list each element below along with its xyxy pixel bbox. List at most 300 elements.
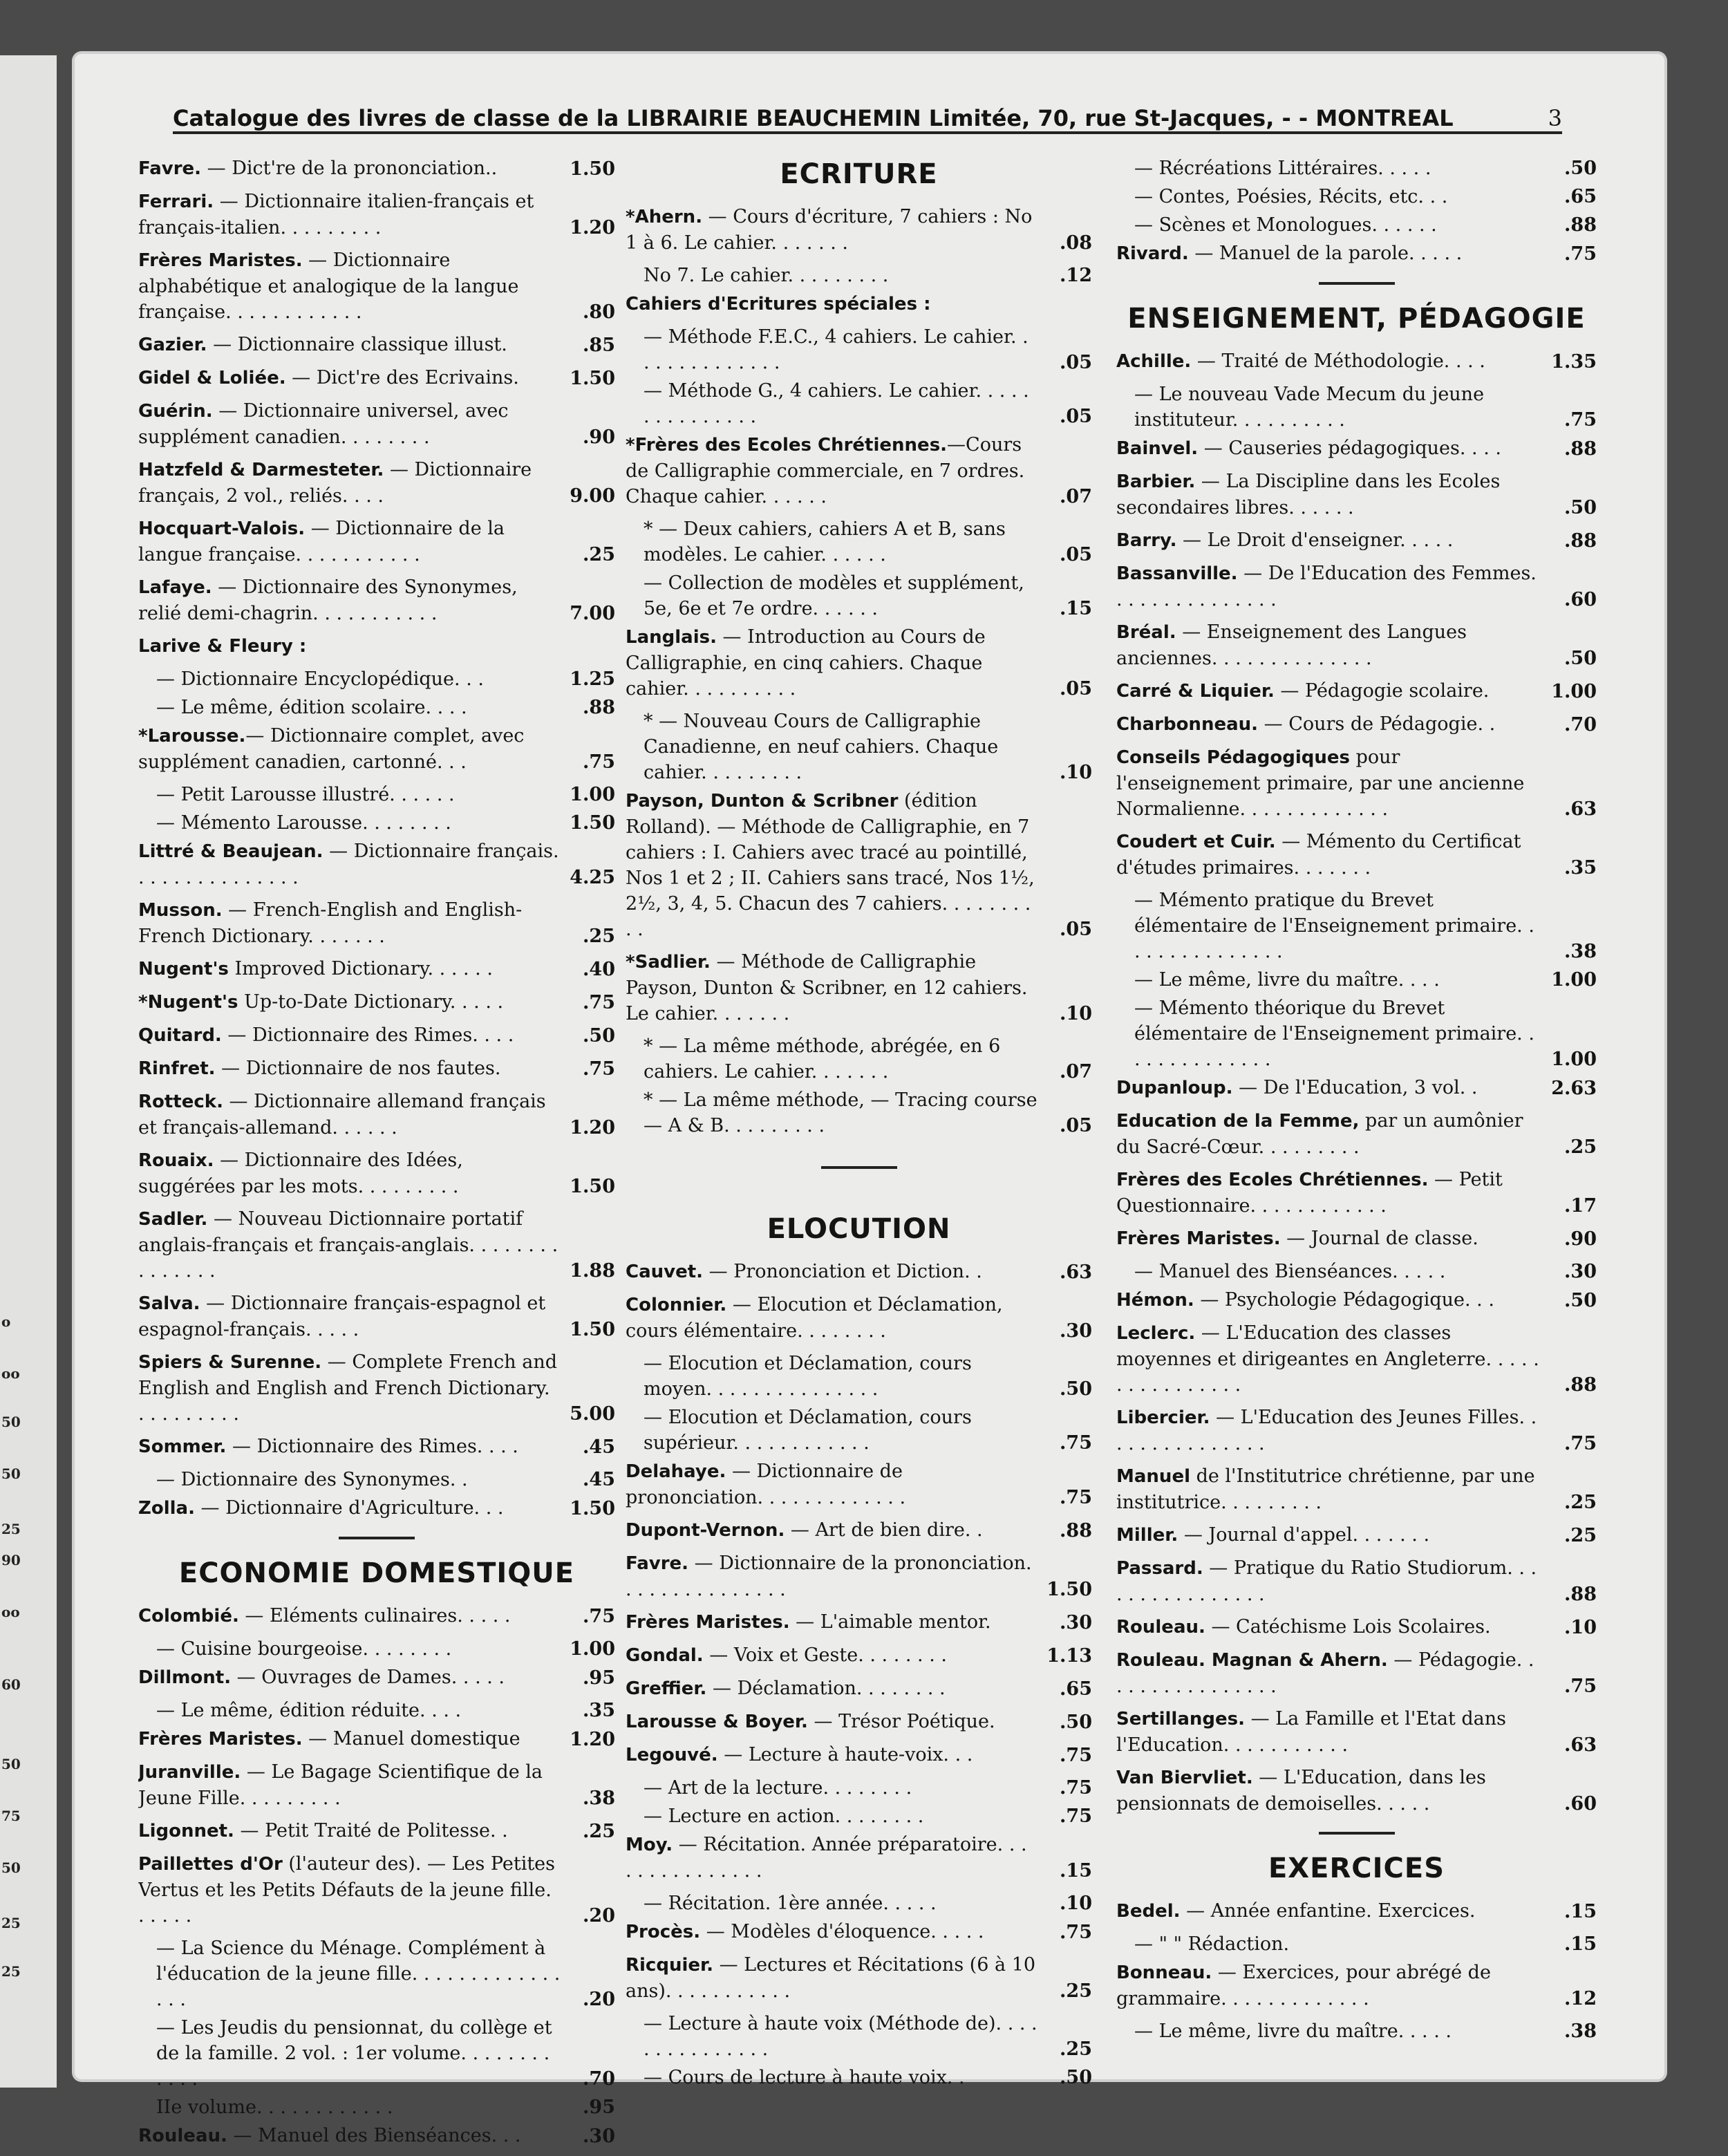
entry-description bbox=[1116, 1960, 1543, 2012]
entry-description bbox=[138, 1022, 561, 1049]
catalogue-entry bbox=[138, 516, 615, 568]
entry-title: — " " Rédaction. bbox=[1134, 1933, 1290, 1955]
catalogue-entry bbox=[138, 633, 615, 659]
entry-title: — Dictionnaire universel, avec supplément canadien. . . . . . . . bbox=[138, 400, 509, 448]
entry-description bbox=[1116, 1287, 1543, 1313]
entry-author: *Larousse. bbox=[138, 726, 246, 747]
entry-author: Rotteck. bbox=[138, 1091, 223, 1112]
entry-price: 5.00 bbox=[570, 1403, 615, 1425]
entry-price: .88 bbox=[1564, 438, 1597, 460]
catalogue-entry bbox=[138, 574, 615, 626]
catalogue-entry bbox=[1116, 1898, 1597, 1924]
entry-title: — La Famille et l'Etat dans l'Education. . . . . . . . . . . bbox=[1116, 1708, 1507, 1756]
entry-title: — Causeries pédagogiques. . . . bbox=[1198, 438, 1501, 459]
catalogue-entry bbox=[1116, 527, 1597, 554]
entry-author: Coudert et Cuir. bbox=[1116, 832, 1276, 852]
entry-description bbox=[1116, 711, 1543, 738]
entry-title: — Exercices, pour abrégé de grammaire. . . . . . . . . . . . . bbox=[1116, 1962, 1491, 2009]
entry-description bbox=[644, 1891, 1038, 1916]
entry-price: .45 bbox=[583, 1469, 615, 1490]
catalogue-entry bbox=[626, 204, 1092, 256]
entry-description bbox=[644, 378, 1038, 429]
entry-price: .50 bbox=[1060, 1712, 1092, 1733]
entry-description bbox=[138, 398, 561, 450]
entry-description bbox=[644, 263, 1038, 288]
entry-author: Manuel bbox=[1116, 1466, 1190, 1487]
entry-description bbox=[138, 1726, 561, 1752]
catalogue-entry bbox=[138, 1665, 615, 1691]
entry-author: *Ahern. bbox=[626, 207, 703, 227]
entry-author: Leclerc. bbox=[1116, 1323, 1196, 1344]
entry-title: — Prononciation et Diction. . bbox=[703, 1261, 982, 1282]
catalogue-entry bbox=[626, 1550, 1092, 1602]
section-divider bbox=[1319, 282, 1395, 285]
catalogue-entry bbox=[138, 189, 615, 241]
catalogue-entry bbox=[1116, 1108, 1597, 1160]
catalogue-entry bbox=[626, 263, 1092, 288]
entry-price: .25 bbox=[1564, 1525, 1597, 1546]
entry-description bbox=[138, 332, 561, 358]
entry-price: .15 bbox=[1564, 1901, 1597, 1922]
entry-price: 9.00 bbox=[570, 485, 615, 507]
economie-list bbox=[138, 1603, 615, 2149]
entry-title: — Le même, édition réduite. . . . bbox=[156, 1700, 462, 1721]
catalogue-entry bbox=[1116, 1706, 1597, 1758]
section-divider bbox=[339, 1537, 415, 1539]
catalogue-entry bbox=[138, 1726, 615, 1752]
entry-price: .15 bbox=[1060, 598, 1092, 619]
entry-author: Passard. bbox=[1116, 1558, 1203, 1579]
entry-title: — L'Education des classes moyennes et dirigeantes en Angleterre. . . . . . . . . . . . . . . . bbox=[1116, 1322, 1539, 1396]
catalogue-entry bbox=[626, 788, 1092, 942]
entry-author: Littré & Beaujean. bbox=[138, 841, 323, 862]
catalogue-entry bbox=[626, 1891, 1092, 1916]
column-2 bbox=[626, 156, 1092, 2093]
entry-author: Education de la Femme, bbox=[1116, 1111, 1360, 1132]
catalogue-entry bbox=[626, 1405, 1092, 1456]
entry-title: — Récréations Littéraires. . . . . bbox=[1134, 158, 1431, 179]
entry-author: Gondal. bbox=[626, 1645, 704, 1666]
entry-author: Zolla. bbox=[138, 1498, 195, 1519]
entry-price: 1.20 bbox=[570, 217, 615, 238]
entry-author: Bedel. bbox=[1116, 1901, 1181, 1922]
entry-price: .17 bbox=[1564, 1195, 1597, 1217]
entry-title: — Art de bien dire. . bbox=[785, 1519, 983, 1541]
entry-price: .50 bbox=[583, 1025, 615, 1047]
entry-title: pour l'enseignement primaire, par une ancienne Normalienne. . . . . . . . . . . . . bbox=[1116, 747, 1525, 820]
column-3 bbox=[1116, 156, 1597, 2047]
entry-description bbox=[626, 1550, 1038, 1602]
entry-author: Favre. bbox=[138, 158, 202, 179]
catalogue-entry bbox=[1116, 619, 1597, 671]
entry-description bbox=[1116, 1075, 1543, 1101]
entry-title: — De l'Education, 3 vol. . bbox=[1232, 1077, 1478, 1098]
dictionnaires-list bbox=[138, 156, 615, 1521]
entry-price: .25 bbox=[583, 926, 615, 947]
entry-title: — Le même, livre du maître. . . . . bbox=[1134, 2021, 1452, 2042]
entry-title: — Dictionnaire d'Agriculture. . . bbox=[194, 1497, 504, 1519]
entry-description bbox=[138, 1603, 561, 1629]
catalogue-entry bbox=[138, 1147, 615, 1199]
section-title-enseignement: ENSEIGNEMENT, PÉDAGOGIE bbox=[1127, 303, 1586, 335]
entry-title: — Nouveau Dictionnaire portatif anglais-français et français-anglais. . . . . . . . . . . . . . . bbox=[138, 1208, 558, 1282]
entry-description bbox=[138, 1851, 561, 1929]
entry-title: — Manuel des Bienséances. . . . . bbox=[1134, 1261, 1446, 1282]
catalogue-entry bbox=[138, 2094, 615, 2120]
entry-description bbox=[138, 1759, 561, 1811]
entry-price: .25 bbox=[583, 544, 615, 565]
entry-title: — Journal d'appel. . . . . . . bbox=[1178, 1524, 1430, 1546]
entry-title: —Cours de Calligraphie commerciale, en 7 ordres. Chaque cahier. . . . . . bbox=[626, 434, 1025, 507]
entry-title: — Le Bagage Scientifique de la Jeune Fille. . . . . . . . . bbox=[138, 1761, 543, 1809]
entry-description bbox=[644, 1803, 1038, 1829]
entry-price: 1.88 bbox=[570, 1260, 615, 1282]
entry-price: .95 bbox=[583, 2097, 615, 2118]
entry-price: .12 bbox=[1060, 265, 1092, 286]
entry-description bbox=[138, 989, 561, 1015]
catalogue-entry bbox=[1116, 469, 1597, 521]
entry-author: Nugent's bbox=[138, 959, 229, 979]
margin-number: 50 bbox=[1, 1465, 21, 1482]
entry-price: 1.50 bbox=[570, 368, 615, 389]
entry-author: Quitard. bbox=[138, 1025, 222, 1046]
entry-description bbox=[138, 457, 561, 509]
entry-description bbox=[626, 1609, 1038, 1635]
entry-description bbox=[156, 666, 561, 692]
entry-price: 1.50 bbox=[570, 1498, 615, 1519]
entry-description bbox=[1116, 1226, 1543, 1252]
entry-price: .90 bbox=[1564, 1228, 1597, 1250]
entry-price: .75 bbox=[1060, 1487, 1092, 1508]
entry-title: — Dictionnaire de la prononciation. . . . . . . . . . . . . . . bbox=[626, 1553, 1032, 1600]
entry-author: Ligonnet. bbox=[138, 1821, 234, 1841]
entry-price: .15 bbox=[1564, 1933, 1597, 1955]
entry-price: .50 bbox=[1060, 2067, 1092, 2088]
entry-price: .30 bbox=[1060, 1612, 1092, 1633]
entry-title: — Le même, édition scolaire. . . . bbox=[156, 697, 467, 718]
catalogue-entry bbox=[1116, 711, 1597, 738]
entry-description bbox=[626, 1952, 1038, 2004]
catalogue-entry bbox=[1116, 1463, 1597, 1515]
entry-description bbox=[138, 1349, 561, 1427]
entry-price: .07 bbox=[1060, 486, 1092, 507]
catalogue-entry bbox=[1116, 1320, 1597, 1398]
entry-author: Gazier. bbox=[138, 335, 207, 355]
entry-description bbox=[138, 574, 561, 626]
entry-title: — Journal de classe. bbox=[1280, 1228, 1478, 1249]
entry-author: Legouvé. bbox=[626, 1745, 718, 1765]
entry-price: .08 bbox=[1060, 232, 1092, 254]
entry-price: .70 bbox=[583, 2068, 615, 2090]
entry-price: .10 bbox=[1060, 762, 1092, 783]
catalogue-entry bbox=[1116, 967, 1597, 993]
entry-price: 1.50 bbox=[570, 812, 615, 834]
entry-price: .35 bbox=[583, 1700, 615, 1721]
entry-price: .10 bbox=[1564, 1617, 1597, 1638]
entry-price: .25 bbox=[1564, 1136, 1597, 1158]
entry-title: — Modèles d'éloquence. . . . . bbox=[700, 1921, 984, 1942]
entry-description bbox=[644, 1351, 1038, 1402]
entry-title: — Mémento du Certificat d'études primaires. . . . . . . bbox=[1116, 831, 1521, 879]
entry-title: — French-English and English-French Dictionary. . . . . . . bbox=[138, 899, 523, 947]
entry-price: 1.00 bbox=[570, 1638, 615, 1660]
catalogue-entry bbox=[626, 1087, 1092, 1138]
entry-title: — Dictionnaire classique illust. bbox=[207, 334, 507, 355]
entry-title: * — La même méthode, abrégée, en 6 cahiers. Le cahier. . . . . . . bbox=[644, 1035, 1001, 1082]
catalogue-entry bbox=[626, 1742, 1092, 1768]
enseignement-list bbox=[1116, 348, 1597, 1817]
catalogue-entry bbox=[138, 1759, 615, 1811]
catalogue-entry bbox=[1116, 1765, 1597, 1817]
catalogue-entry bbox=[138, 666, 615, 692]
catalogue-entry bbox=[626, 1642, 1092, 1669]
entry-title: — Dictionnaire des Idées, suggérées par les mots. . . . . . . . . bbox=[138, 1150, 463, 1197]
entry-price: 4.25 bbox=[570, 867, 615, 888]
entry-author: Spiers & Surenne. bbox=[138, 1352, 322, 1373]
entry-description bbox=[1116, 619, 1543, 671]
section-title-exercices: EXERCICES bbox=[1268, 1853, 1445, 1884]
entry-description bbox=[1134, 156, 1543, 181]
catalogue-entry bbox=[626, 1292, 1092, 1344]
entry-author: Dillmont. bbox=[138, 1667, 232, 1688]
entry-price: .30 bbox=[583, 2126, 615, 2147]
entry-price: .65 bbox=[1564, 186, 1597, 207]
entry-title: — Lecture à haute-voix. . . bbox=[717, 1744, 973, 1765]
entry-title: — Traité de Méthodologie. . . . bbox=[1191, 350, 1485, 372]
entry-description bbox=[156, 1935, 561, 2012]
catalogue-entry bbox=[138, 1056, 615, 1082]
entry-title: — L'aimable mentor. bbox=[789, 1611, 991, 1633]
entry-price: 1.00 bbox=[1551, 681, 1597, 702]
entry-author: Larousse & Boyer. bbox=[626, 1712, 808, 1732]
entry-title: — Dictionnaire allemand français et français-allemand. . . . . . bbox=[138, 1091, 546, 1138]
entry-description bbox=[1116, 561, 1543, 612]
entry-author: Frères Maristes. bbox=[138, 1729, 303, 1750]
entry-title: — Déclamation. . . . . . . . bbox=[706, 1678, 946, 1699]
entry-author: Salva. bbox=[138, 1293, 200, 1314]
entry-price: 1.25 bbox=[570, 668, 615, 690]
entry-title: — Récitation. Année préparatoire. . . . . . . . . . . . . . . bbox=[626, 1834, 1027, 1882]
entry-price: .60 bbox=[1564, 1793, 1597, 1815]
catalogue-entry bbox=[1116, 156, 1597, 181]
ecriture-list bbox=[626, 204, 1092, 1138]
entry-title: (édition Rolland). — Méthode de Calligraphie, en 7 cahiers : I. Cahiers avec tracé au pointillé, Nos 1 et 2 ; II. Cahiers sans tracé, Nos 1½, 2½, 3, 4, 5. Chacun des 7 cahiers. . . . . . . . . . bbox=[626, 790, 1035, 940]
entry-description bbox=[1134, 212, 1543, 238]
entry-description bbox=[1116, 1405, 1543, 1456]
catalogue-entry bbox=[138, 810, 615, 836]
catalogue-entry bbox=[626, 570, 1092, 621]
entry-title: — Psychologie Pédagogique. . . bbox=[1194, 1289, 1494, 1311]
entry-description bbox=[626, 1709, 1038, 1735]
entry-title: — Trésor Poétique. bbox=[807, 1711, 995, 1732]
catalogue-entry bbox=[1116, 1287, 1597, 1313]
entry-description bbox=[138, 516, 561, 568]
catalogue-entry bbox=[626, 1832, 1092, 1884]
entry-description bbox=[644, 1033, 1038, 1085]
entry-title: — Ouvrages de Dames. . . . . bbox=[231, 1667, 505, 1688]
entry-description bbox=[156, 2015, 561, 2092]
entry-author: Colonnier. bbox=[626, 1295, 727, 1315]
entry-title: — Année enfantine. Exercices. bbox=[1180, 1900, 1476, 1922]
catalogue-entry bbox=[626, 291, 1092, 317]
entry-description bbox=[626, 1517, 1038, 1544]
entry-author: Barbier. bbox=[1116, 471, 1196, 492]
catalogue-entry bbox=[138, 838, 615, 890]
entry-title: — Manuel domestique bbox=[302, 1728, 520, 1750]
entry-description bbox=[1134, 382, 1543, 433]
entry-price: .75 bbox=[1060, 1806, 1092, 1827]
entry-title: — Dict're de la prononciation.. bbox=[201, 158, 498, 179]
entry-author: *Sadlier. bbox=[626, 952, 711, 973]
entry-price: 1.00 bbox=[1551, 969, 1597, 991]
entry-price: .75 bbox=[1564, 409, 1597, 431]
entry-title: — Dictionnaire des Synonymes. . bbox=[156, 1469, 468, 1490]
catalogue-entry bbox=[1116, 1647, 1597, 1699]
catalogue-entry bbox=[138, 1434, 615, 1460]
entry-description bbox=[138, 1434, 561, 1460]
catalogue-entry bbox=[626, 1609, 1092, 1635]
entry-price: .05 bbox=[1060, 1115, 1092, 1136]
elocution-list bbox=[626, 1259, 1092, 2090]
entry-title: — Les Jeudis du pensionnat, du collège et de la famille. 2 vol. : 1er volume. . . . . . . . . . . . bbox=[156, 2017, 552, 2090]
catalogue-entry bbox=[138, 1349, 615, 1427]
catalogue-entry bbox=[138, 1495, 615, 1521]
catalogue-entry bbox=[138, 782, 615, 807]
catalogue-entry bbox=[1116, 678, 1597, 704]
entry-title: — Pédagogie. . . . . . . . . . . . . . . . bbox=[1116, 1649, 1534, 1697]
catalogue-entry bbox=[1116, 2018, 1597, 2044]
catalogue-entry bbox=[626, 1351, 1092, 1402]
entry-price: .30 bbox=[1564, 1261, 1597, 1282]
entry-price: .88 bbox=[1564, 1374, 1597, 1396]
entry-title: — Lecture en action. . . . . . . . bbox=[644, 1806, 924, 1827]
catalogue-entry bbox=[138, 989, 615, 1015]
entry-title: — Dictionnaire des Synonymes, relié demi-chagrin. . . . . . . . . . . bbox=[138, 577, 518, 624]
catalogue-entry bbox=[138, 156, 615, 182]
catalogue-entry bbox=[138, 1851, 615, 1929]
entry-description bbox=[626, 1459, 1038, 1510]
entry-description bbox=[626, 788, 1038, 942]
entry-title: (l'auteur des). — Les Petites Vertus et les Petits Défauts de la jeune fille. . . . . . bbox=[138, 1853, 556, 1927]
adjacent-page-strip bbox=[0, 55, 57, 2088]
catalogue-entry bbox=[138, 1698, 615, 1723]
entry-title: — Cuisine bourgeoise. . . . . . . . bbox=[156, 1638, 452, 1660]
entry-title: — Catéchisme Lois Scolaires. bbox=[1205, 1616, 1491, 1638]
entry-description bbox=[1116, 469, 1543, 521]
entry-author: Rivard. bbox=[1116, 243, 1189, 264]
entry-price: .15 bbox=[1060, 1860, 1092, 1882]
entry-author: Sertillanges. bbox=[1116, 1709, 1245, 1730]
entry-title: — Mémento pratique du Brevet élémentaire de l'Enseignement primaire. . . . . . . . . . . . . . . bbox=[1134, 890, 1534, 962]
entry-title: — Méthode F.E.C., 4 cahiers. Le cahier. . . . . . . . . . . . . . bbox=[644, 326, 1029, 373]
entry-description bbox=[1134, 1259, 1543, 1284]
entry-title: No 7. Le cahier. . . . . . . . . bbox=[644, 265, 889, 286]
catalogue-entry bbox=[626, 624, 1092, 702]
margin-number: 25 bbox=[1, 1521, 21, 1537]
entry-description bbox=[626, 1259, 1038, 1285]
entry-price: .75 bbox=[1060, 1777, 1092, 1799]
entry-price: .50 bbox=[1060, 1378, 1092, 1400]
entry-author: *Frères des Ecoles Chrétiennes. bbox=[626, 435, 948, 456]
entry-title: de l'Institutrice chrétienne, par une institutrice. . . . . . . . . bbox=[1116, 1465, 1535, 1513]
entry-description bbox=[1116, 1167, 1543, 1219]
entry-title: — Scènes et Monologues. . . . . . bbox=[1134, 214, 1437, 236]
entry-author: Achille. bbox=[1116, 351, 1192, 372]
catalogue-entry bbox=[1116, 744, 1597, 822]
catalogue-entry bbox=[626, 2011, 1092, 2062]
entry-author: Payson, Dunton & Scribner bbox=[626, 791, 899, 812]
catalogue-entry bbox=[138, 2015, 615, 2092]
entry-description bbox=[1116, 1647, 1543, 1699]
entry-price: .90 bbox=[583, 426, 615, 448]
entry-price: .75 bbox=[583, 1606, 615, 1627]
entry-description bbox=[1116, 1463, 1543, 1515]
margin-number: 90 bbox=[1, 1552, 21, 1568]
entry-author: Gidel & Loliée. bbox=[138, 368, 286, 388]
entry-description bbox=[1116, 744, 1543, 822]
entry-author: Hémon. bbox=[1116, 1290, 1194, 1311]
entry-author: Bréal. bbox=[1116, 622, 1176, 643]
entry-description bbox=[626, 1292, 1038, 1344]
entry-description bbox=[1116, 527, 1543, 554]
catalogue-entry bbox=[138, 2123, 615, 2149]
entry-title: — Introduction au Cours de Calligraphie, en cinq cahiers. Chaque cahier. . . . . . . . . . bbox=[626, 626, 986, 700]
entry-description bbox=[1134, 888, 1543, 964]
catalogue-entry bbox=[1116, 1405, 1597, 1456]
entry-title: — Art de la lecture. . . . . . . . bbox=[644, 1777, 912, 1799]
margin-number: 75 bbox=[1, 1808, 21, 1824]
entry-description bbox=[156, 695, 561, 720]
catalogue-entry bbox=[138, 332, 615, 358]
entry-price: 1.13 bbox=[1046, 1645, 1092, 1667]
entry-price: .70 bbox=[1564, 714, 1597, 735]
catalogue-entry bbox=[626, 1259, 1092, 1285]
entry-author: Bainvel. bbox=[1116, 438, 1199, 459]
entry-price: .25 bbox=[1060, 2038, 1092, 2060]
entry-description bbox=[138, 1665, 561, 1691]
entry-description bbox=[138, 633, 561, 659]
entry-description bbox=[1116, 1108, 1543, 1160]
entry-description bbox=[1116, 241, 1543, 267]
entry-description bbox=[138, 1206, 561, 1284]
entry-title: IIe volume. . . . . . . . . . . . bbox=[156, 2097, 393, 2118]
entry-price: .88 bbox=[1564, 214, 1597, 236]
entry-price: .75 bbox=[1060, 1745, 1092, 1766]
entry-price: .38 bbox=[583, 1788, 615, 1809]
entry-description bbox=[1134, 184, 1543, 209]
entry-description bbox=[626, 204, 1038, 256]
entry-price: .75 bbox=[1564, 1676, 1597, 1697]
entry-author: Rouleau. bbox=[138, 2126, 227, 2146]
entry-author: Lafaye. bbox=[138, 577, 212, 598]
entry-price: .30 bbox=[1060, 1320, 1092, 1342]
header-title: Catalogue des livres de classe de la LIBRAIRIE BEAUCHEMIN Limitée, 70, rue St-Jacques, - - MONTREAL bbox=[173, 105, 1454, 131]
entry-description bbox=[626, 949, 1038, 1027]
entry-title: — Dictionnaire Encyclopédique. . . bbox=[156, 668, 484, 690]
entry-description bbox=[644, 570, 1038, 621]
catalogue-entry bbox=[138, 1935, 615, 2012]
entry-title: Improved Dictionary. . . . . . bbox=[228, 958, 493, 979]
catalogue-entry bbox=[138, 956, 615, 982]
entry-title: — Le Droit d'enseigner. . . . . bbox=[1176, 529, 1454, 551]
entry-title: — De l'Education des Femmes. . . . . . . . . . . . . . . bbox=[1116, 563, 1537, 610]
entry-description bbox=[138, 189, 561, 241]
catalogue-entry bbox=[626, 2065, 1092, 2090]
catalogue-entry bbox=[1116, 241, 1597, 267]
section-title-economie: ECONOMIE DOMESTIQUE bbox=[178, 1557, 575, 1589]
entry-author: Favre. bbox=[626, 1553, 689, 1574]
margin-number: o bbox=[1, 1313, 11, 1330]
